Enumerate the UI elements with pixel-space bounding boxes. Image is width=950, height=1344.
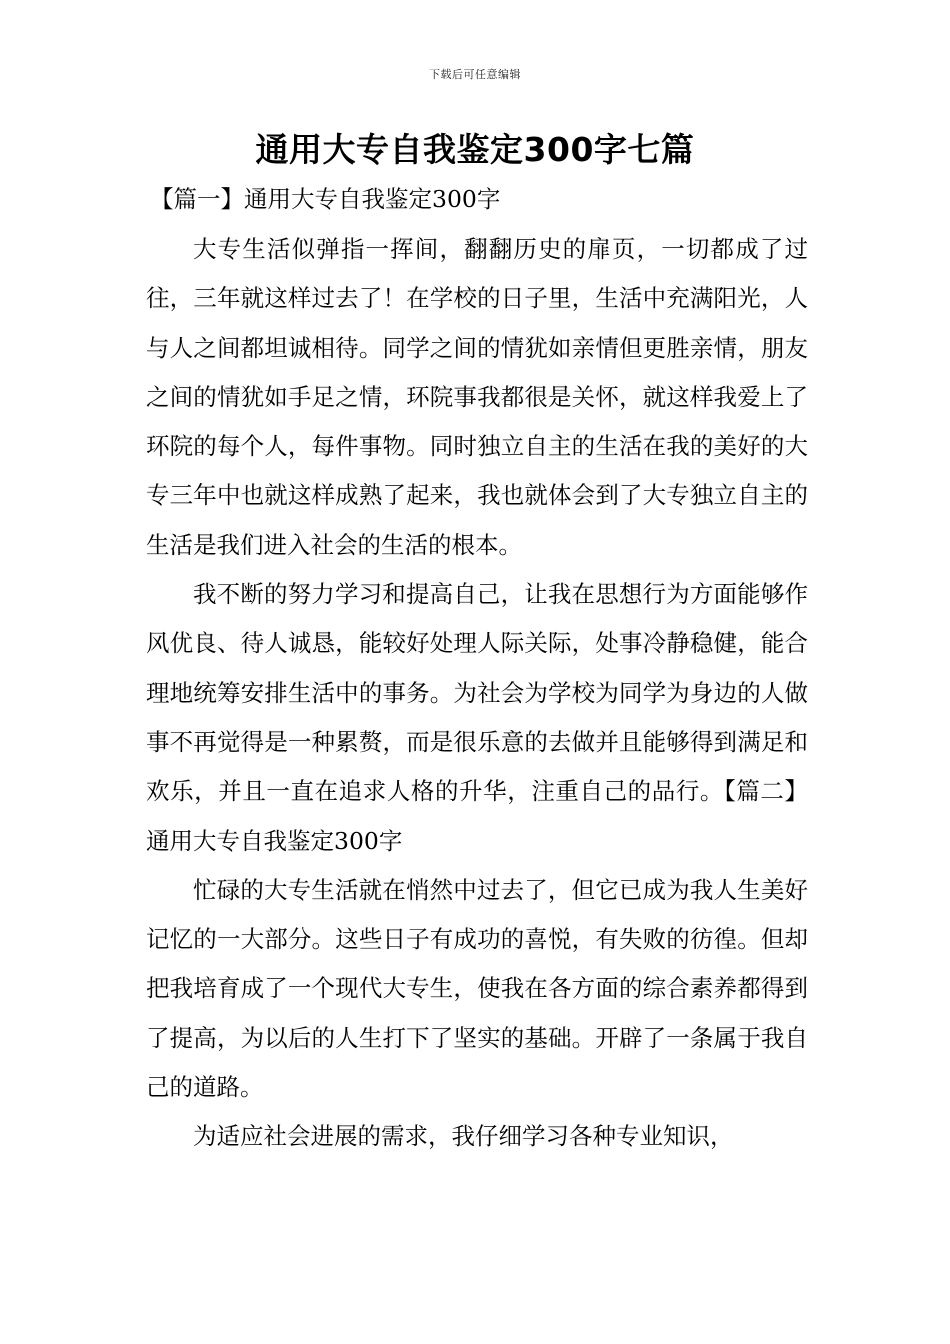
paragraph: 大专生活似弹指一挥间，翻翻历史的扉页，一切都成了过往，三年就这样过去了！在学校的日子里，生活中充满阳光，人与人之间都坦诚相待。同学之间的情犹如亲情但更胜亲情，朋友之间的情犹如手足之情，环院事我都很是关怀，就这样我爱上了环院的每个人，每件事物。同时独立自主的生活在我的美好的大专三年中也就这样成熟了起来，我也就体会到了大专独立自主的生活是我们进入社会的生活的根本。	[146, 235, 808, 559]
paragraph: 我不断的努力学习和提高自己，让我在思想行为方面能够作风优良、待人诚恳，能较好处理人际关际，处事冷静稳健，能合理地统筹安排生活中的事务。为社会为学校为同学为身边的人做事不再觉得是一种累赘，而是很乐意的去做并且能够得到满足和欢乐，并且一直在追求人格的升华，注重自己的品行。【篇二】通用大专自我鉴定300字	[146, 580, 808, 855]
document-title: 通用大专自我鉴定300字七篇	[255, 130, 695, 169]
document-body	[146, 225, 808, 1162]
paragraph: 为适应社会进展的需求，我仔细学习各种专业知识，	[193, 1122, 734, 1151]
paragraph: 忙碌的大专生活就在悄然中过去了，但它已成为我人生美好记忆的一大部分。这些日子有成功的喜悦，有失败的彷徨。但却把我培育成了一个现代大专生，使我在各方面的综合素养都得到了提高，为以后的人生打下了坚实的基础。开辟了一条属于我自己的道路。	[146, 875, 808, 1102]
section-heading: 【篇一】通用大专自我鉴定300字	[150, 185, 501, 213]
header-note: 下载后可任意编辑	[429, 68, 521, 81]
